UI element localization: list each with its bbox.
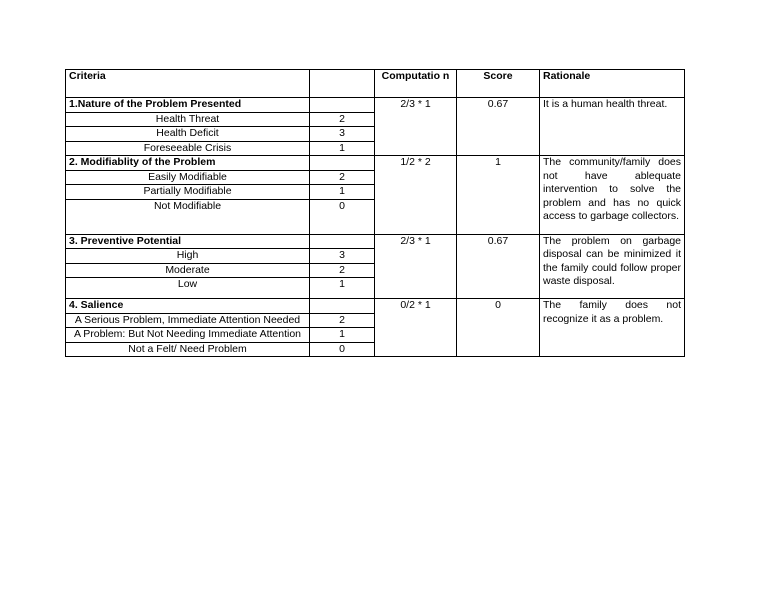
criterion-label: A Problem: But Not Needing Immediate Attention	[66, 328, 310, 343]
section-score: 0	[457, 299, 540, 357]
criterion-label: High	[66, 249, 310, 264]
criterion-label: Health Threat	[66, 112, 310, 127]
section-title-row	[66, 156, 685, 171]
section-title-row	[66, 299, 685, 314]
section-computation: 0/2 * 1	[375, 299, 457, 357]
criterion-weight: 1	[310, 328, 375, 343]
section-title: 3. Preventive Potential	[66, 234, 310, 249]
header-score: Score	[457, 70, 540, 98]
header-weight	[310, 70, 375, 98]
criterion-label: Easily Modifiable	[66, 170, 310, 185]
header-criteria: Criteria	[66, 70, 310, 98]
section-title: 4. Salience	[66, 299, 310, 314]
header-computation: Computatio n	[375, 70, 457, 98]
section-score: 0.67	[457, 98, 540, 156]
section-rationale: The problem on garbage disposal can be minimized it the family could follow proper waste disposal.	[540, 234, 685, 299]
section-computation: 1/2 * 2	[375, 156, 457, 235]
section-title-row	[66, 234, 685, 249]
section-computation: 2/3 * 1	[375, 98, 457, 156]
section-rationale: The family does not recognize it as a problem.	[540, 299, 685, 357]
section-rationale: It is a human health threat.	[540, 98, 685, 156]
header-row	[66, 70, 685, 98]
header-rationale: Rationale	[540, 70, 685, 98]
criterion-label: Not Modifiable	[66, 199, 310, 234]
section-title: 1.Nature of the Problem Presented	[66, 98, 310, 113]
criterion-weight: 0	[310, 342, 375, 357]
criterion-weight: 2	[310, 263, 375, 278]
criterion-label: A Serious Problem, Immediate Attention Needed	[66, 313, 310, 328]
criterion-weight: 1	[310, 278, 375, 299]
criterion-weight: 2	[310, 313, 375, 328]
section-score: 0.67	[457, 234, 540, 299]
criterion-label: Foreseeable Crisis	[66, 141, 310, 156]
criterion-weight: 3	[310, 249, 375, 264]
criterion-label: Partially Modifiable	[66, 185, 310, 200]
criterion-weight: 3	[310, 127, 375, 142]
criterion-label: Moderate	[66, 263, 310, 278]
criterion-weight: 2	[310, 112, 375, 127]
section-score: 1	[457, 156, 540, 235]
section-rationale: The community/family does not have ablequate intervention to solve the problem and has no quick access to garbage collectors.	[540, 156, 685, 235]
criterion-label: Health Deficit	[66, 127, 310, 142]
criteria-table	[65, 69, 685, 357]
criterion-label: Low	[66, 278, 310, 299]
criterion-label: Not a Felt/ Need Problem	[66, 342, 310, 357]
section-computation: 2/3 * 1	[375, 234, 457, 299]
criterion-weight: 1	[310, 185, 375, 200]
section-title: 2. Modifiablity of the Problem	[66, 156, 310, 171]
criterion-weight: 0	[310, 199, 375, 234]
criterion-weight: 2	[310, 170, 375, 185]
section-title-row	[66, 98, 685, 113]
criterion-weight: 1	[310, 141, 375, 156]
